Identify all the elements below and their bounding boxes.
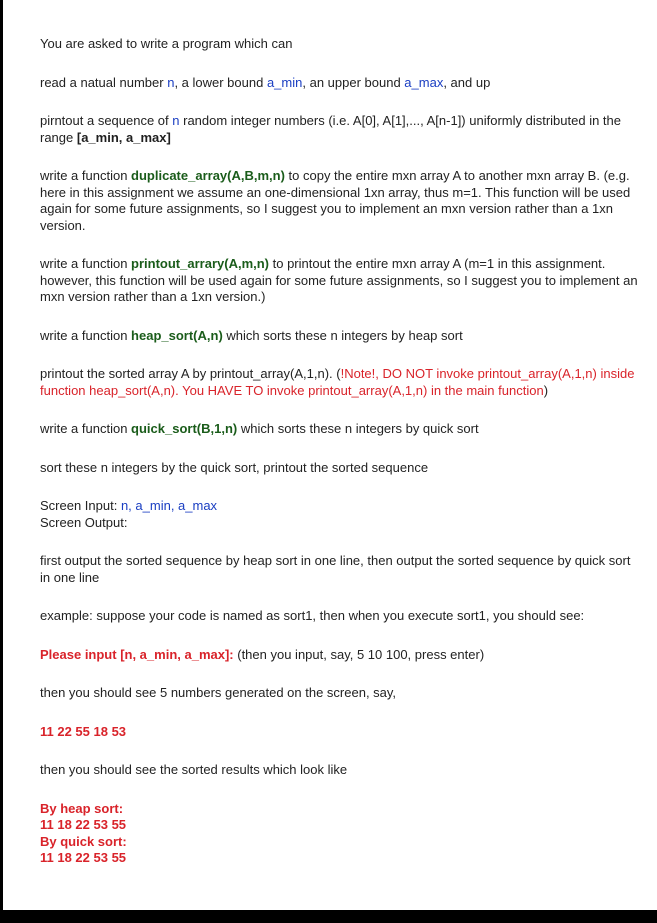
var-a-min: a_min: [266, 74, 303, 90]
bottom-border: [0, 910, 657, 923]
duplicate-array-paragraph: write a function duplicate_array(A,B,m,n) to copy the entire mxn array A to another mxn array B. (e.g. here in this assignment we assume an one-dimensional 1xn array, thus m=1. This function will be used again for some future assignments, so I suggest you to implement an mxn version rather than a 1xn version.: [40, 168, 631, 233]
read-input-line: read a natual number n, a lower bound a_min, an upper bound a_max, and up: [40, 74, 491, 90]
sort-quick-line: sort these n integers by the quick sort, printout the sorted sequence: [40, 459, 429, 475]
input-prompt: Please input [n, a_min, a_max]:: [40, 646, 234, 662]
left-border: [0, 0, 3, 923]
range-label: [a_min, a_max]: [76, 129, 171, 145]
sorted-results-intro: then you should see the sorted results which look like: [40, 762, 348, 777]
function-printout-array: printout_arrary(A,m,n): [131, 256, 270, 271]
assignment-document: [40, 36, 640, 867]
function-heap-sort: heap_sort(A,n): [131, 327, 223, 343]
warning-note: !Note!, DO NOT invoke printout_array(A,1,n) inside function heap_sort(A,n). You HAVE TO invoke printout_array(A,1,n) in the main function: [40, 366, 635, 398]
heap-sort-values: 11 18 22 53 55: [40, 817, 127, 832]
screen-output-label: Screen Output:: [40, 514, 128, 530]
printout-sequence-paragraph: pirntout a sequence of n random integer numbers (i.e. A[0], A[1],..., A[n-1]) uniformly distributed in the range [a_min, a_max]: [40, 113, 621, 145]
function-quick-sort: quick_sort(B,1,n): [131, 421, 238, 436]
var-n: n: [167, 74, 175, 90]
var-n: n: [172, 113, 180, 128]
printout-array-paragraph: write a function printout_arrary(A,m,n) to printout the entire mxn array A (m=1 in this assignment. however, this function will be used again for some future assignments, so I suggest you to implement an mxn version rather than a 1xn version.): [40, 256, 638, 304]
printout-sorted-paragraph: printout the sorted array A by printout_array(A,1,n). (!Note!, DO NOT invoke printout_array(A,1,n) inside function heap_sort(A,n). You HAVE TO invoke printout_array(A,1,n) in the main function): [40, 366, 635, 398]
quick-sort-label: By quick sort:: [40, 833, 127, 849]
quick-sort-values: 11 18 22 53 55: [40, 850, 127, 865]
generated-numbers: 11 22 55 18 53: [40, 723, 127, 739]
input-prompt-line: Please input [n, a_min, a_max]: (then you input, say, 5 10 100, press enter): [40, 646, 485, 662]
generated-numbers-intro: then you should see 5 numbers generated on the screen, say,: [40, 685, 397, 700]
function-duplicate-array: duplicate_array(A,B,m,n): [131, 168, 285, 183]
quick-sort-paragraph: write a function quick_sort(B,1,n) which sorts these n integers by quick sort: [40, 421, 479, 436]
intro-line: You are asked to write a program which can: [40, 36, 293, 51]
screen-io-block: Screen Input: n, a_min, a_max Screen Output:: [40, 498, 218, 530]
heap-sort-paragraph: write a function heap_sort(A,n) which sorts these n integers by heap sort: [40, 327, 463, 343]
output-instructions: first output the sorted sequence by heap sort in one line, then output the sorted sequence by quick sort in one line: [40, 553, 631, 585]
example-intro: example: suppose your code is named as sort1, then when you execute sort1, you should see:: [40, 608, 585, 623]
sorted-results-block: [40, 801, 640, 867]
screen-input-values: n, a_min, a_max: [120, 498, 218, 513]
heap-sort-label: By heap sort:: [40, 800, 124, 816]
var-a-max: a_max: [404, 74, 444, 90]
